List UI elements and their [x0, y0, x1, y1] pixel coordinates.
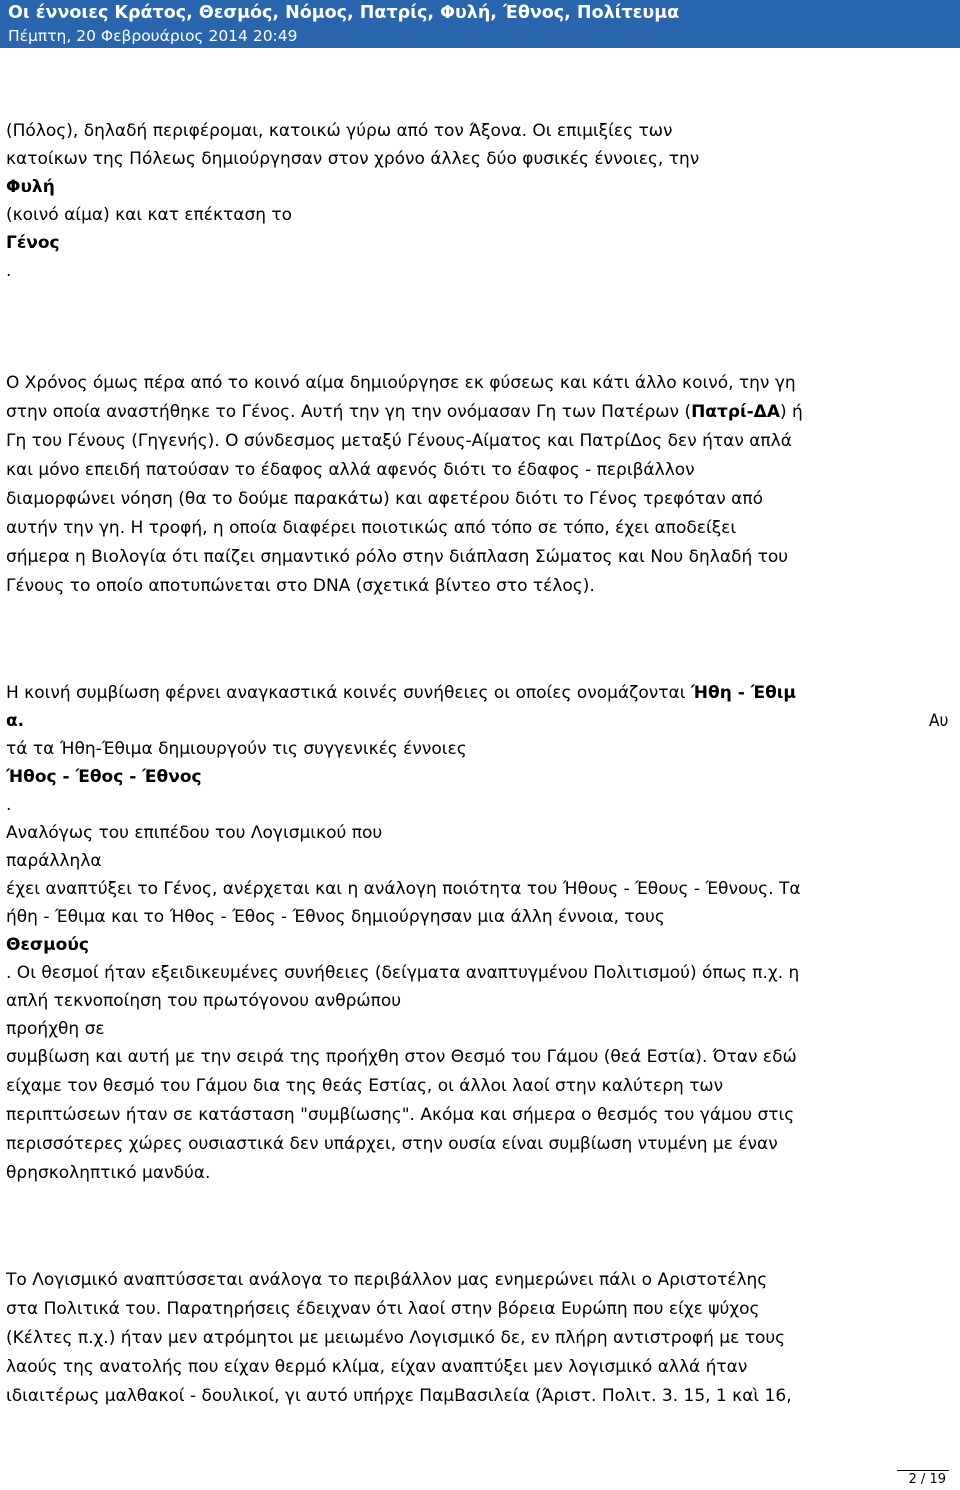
- text-line: (κοινό αίμα) και κατ επέκταση το: [6, 205, 293, 225]
- text-line: έχει αναπτύξει το Γένος, ανέρχεται και η ανάλογη ποιότητα του Ήθους - Έθους - Έθνους. Τα: [6, 879, 801, 899]
- text-line: Αναλόγως του επιπέδου του Λογισμικού που: [6, 823, 383, 843]
- text-line: .: [6, 261, 12, 281]
- page-number: 2 / 19: [908, 1472, 946, 1487]
- text-line: Η κοινή συμβίωση φέρνει αναγκαστικά κοινές συνήθειες οι οποίες ονομάζονται Ήθη - Έθιμ: [6, 683, 796, 703]
- text-line: στην οποία αναστήθηκε το Γένος. Αυτή την γη την ονόμασαν Γη των Πατέρων (Πατρί-ΔΑ) ή: [6, 402, 803, 422]
- text-line: α.: [6, 711, 25, 731]
- text-line: απλή τεκνοποίηση του πρωτόγονου ανθρώπου: [6, 991, 402, 1011]
- text-line: τά τα Ήθη-Έθιμα δημιουργούν τις συγγενικές έννοιες: [6, 739, 467, 759]
- footer-divider: [897, 1470, 949, 1471]
- text-line: και μόνο επειδή πατούσαν το έδαφος αλλά αφενός διότι το έδαφος - περιβάλλον: [6, 460, 695, 480]
- text-line: Ο Χρόνος όμως πέρα από το κοινό αίμα δημιούργησε εκ φύσεως και κάτι άλλο κοινό, την γη: [6, 373, 796, 393]
- text-line: περιπτώσεων ήταν σε κατάσταση "συμβίωσης". Ακόμα και σήμερα ο θεσμός του γάμου στις: [6, 1105, 795, 1125]
- text-line: (Κέλτες π.χ.) ήταν μεν ατρόμητοι με μειωμένο Λογισμικό δε, εν πλήρη αντιστροφή με τους: [6, 1328, 786, 1348]
- text-line: περισσότερες χώρες ουσιαστικά δεν υπάρχει, στην ουσία είναι συμβίωση ντυμένη με έναν: [6, 1134, 778, 1154]
- text-line: . Οι θεσμοί ήταν εξειδικευμένες συνήθειες (δείγματα αναπτυγμένου Πολιτισμού) όπως π.χ. η: [6, 963, 800, 983]
- text-line: ήθη - Έθιμα και το Ήθος - Έθος - Έθνος δημιούργησαν μια άλλη έννοια, τους: [6, 907, 665, 927]
- document-date: Πέμπτη, 20 Φεβρουάριος 2014 20:49: [8, 27, 298, 45]
- text-line: Αυ: [928, 711, 948, 731]
- text-line: συμβίωση και αυτή με την σειρά της προήχθη στον Θεσμό του Γάμου (θεά Εστία). Όταν εδώ: [6, 1047, 797, 1067]
- text-line: στα Πολιτικά του. Παρατηρήσεις έδειχναν ότι λαοί στην βόρεια Ευρώπη που είχε ψύχος: [6, 1299, 760, 1319]
- text-line: σήμερα η Βιολογία ότι παίζει σημαντικό ρόλο στην διάπλαση Σώματος και Νου δηλαδή του: [6, 547, 789, 567]
- text-line: παράλληλα: [6, 851, 102, 871]
- bold-term-ithi-ethima: Ήθη - Έθιμ: [690, 683, 796, 703]
- bold-term-fyli: Φυλή: [6, 177, 55, 197]
- bold-term-patrida: Πατρί-ΔΑ: [691, 402, 780, 422]
- text-line: Το Λογισμικό αναπτύσσεται ανάλογα το περιβάλλον μας ενημερώνει πάλι ο Αριστοτέλης: [6, 1270, 768, 1290]
- text-line: διαμορφώνει νόηση (θα το δούμε παρακάτω) και αφετέρου διότι το Γένος τρεφόταν από: [6, 489, 763, 509]
- text-line: ιδιαιτέρως μαλθακοί - δουλικοί, γι αυτό υπήρχε ΠαμΒασιλεία (Άριστ. Πολιτ. 3. 15, 1 καὶ 16,: [6, 1386, 792, 1406]
- text-line: Γένους το οποίο αποτυπώνεται στο DNA (σχετικά βίντεο στο τέλος).: [6, 576, 595, 596]
- text-line: Γη του Γένους (Γηγενής). Ο σύνδεσμος μεταξύ Γένους-Αίματος και ΠατρίΔος δεν ήταν απλά: [6, 431, 792, 451]
- bold-term-ithos-ethos-ethnos: Ήθος - Έθος - Έθνος: [6, 767, 202, 787]
- document-title: Οι έννοιες Κράτος, Θεσμός, Νόμος, Πατρίς, Φυλή, Έθνος, Πολίτευμα: [8, 3, 680, 23]
- text-line: κατοίκων της Πόλεως δημιούργησαν στον χρόνο άλλες δύο φυσικές έννοιες, την: [6, 149, 700, 169]
- text-line: θρησκοληπτικό μανδύα.: [6, 1163, 211, 1183]
- text-line: αυτήν την γη. Η τροφή, η οποία διαφέρει ποιοτικώς από τόπο σε τόπο, έχει αποδείξει: [6, 518, 737, 538]
- text-line: προήχθη σε: [6, 1019, 105, 1039]
- page-header: [0, 0, 960, 48]
- text-line: (Πόλος), δηλαδή περιφέρομαι, κατοικώ γύρω από τον Άξονα. Οι επιμιξίες των: [6, 121, 673, 141]
- text-line: είχαμε τον θεσμό του Γάμου δια της θεάς Εστίας, οι άλλοι λαοί στην καλύτερη των: [6, 1076, 724, 1096]
- text-line: .: [6, 795, 12, 815]
- bold-term-genos: Γένος: [6, 233, 60, 253]
- bold-term-thesmous: Θεσμούς: [6, 935, 89, 955]
- text-line: λαούς της ανατολής που είχαν θερμό κλίμα, είχαν αναπτύξει μεν λογισμικό αλλά ήταν: [6, 1357, 748, 1377]
